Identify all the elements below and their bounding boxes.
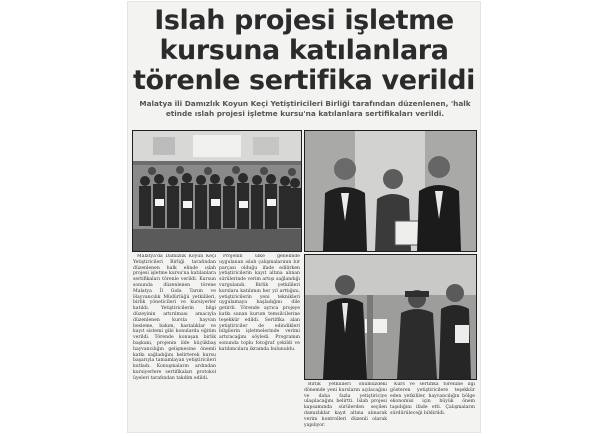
headline bbox=[130, 6, 478, 96]
headline-line-1: Islah projesi işletme bbox=[154, 5, 454, 36]
body-column-1 bbox=[133, 254, 216, 430]
body-paragraph-1: Malatya'da Damızlık Koyun Keçi Yetiştiricileri Birliği tarafından düzenlenen halk elinde ıslah projesi işletme kursu'na katılanlara sertifikaları törenle verildi. Kursun sonunda düzenlenen törene Malatya İl Gıda Tarım ve Hayvancılık Müdürlüğü yetkilileri, birlik yöneticileri ve kursiyerler katıldı. Yetiştiricilerin bilgi düzeyinin artırılması amacıyla düzenlenen kursta hayvan besleme, bakım, hastalıklar ve kayıt sistemi gibi konularda eğitim verildi. Törende konuşan birlik başkanı, projenin ilde küçükbaş hayvancılığın gelişmesine önemli katkı sağladığını belirterek kursu başarıyla tamamlayan yetiştiricileri kutladı. Konuşmaların ardından kursiyerlere sertifikaları protokol üyeleri tarafından takdim edildi. bbox=[133, 254, 216, 381]
summary-lead bbox=[134, 99, 476, 119]
body-column-2 bbox=[219, 254, 300, 430]
body-column-3 bbox=[304, 382, 387, 430]
headline-line-2: kursuna katılanlara bbox=[159, 35, 449, 66]
body-paragraph-3: Birlik yetkilileri önümüzdeki dönemde yeni kursların açılacağını ve daha fazla yetiştiriciye ulaşılacağını belirtti. Islah projesi kapsamında sürülerden seçilen damızlıklar kayıt altına alınarak verim kontrolleri düzenli olarak yapılıyor. bbox=[304, 382, 387, 428]
body-paragraph-2: Projenin ülke genelinde uygulanan ıslah çalışmalarının bir parçası olduğu ifade edilirken yetiştiricilerin kayıt altına alınan sürülerinde verim artışı sağlandığı vurgulandı. Birlik yetkilileri kurslara katılımın her yıl arttığını, yetiştiricilerin yeni teknikleri uygulamaya başladığını dile getirdi. Törende ayrıca projeye katkı sunan kurum temsilcilerine teşekkür edildi. Sertifika alan yetiştiriciler de edindikleri bilgilerin işletmelerinde verimi artıracağını söyledi. Programın sonunda toplu fotoğraf çekildi ve katılımcılara ikramda bulunuldu. bbox=[219, 254, 300, 352]
headline-line-3: törenle sertifika verildi bbox=[132, 65, 476, 96]
group-photo bbox=[132, 130, 302, 252]
body-paragraph-4: Kurs ve sertifika törenine ilgi gösteren yetiştiricilere teşekkür eden yetkililer, hayvancılığın bölge ekonomisi için büyük önem taşıdığını ifade etti. Çalışmaların sürdürüleceği bildirildi. bbox=[390, 382, 475, 416]
certificate-photo bbox=[304, 130, 477, 252]
summary-line-1: Malatya ili Damızlık Koyun Keçi Yetiştiricileri Birliği tarafından düzenlenen, 'halk bbox=[139, 99, 471, 108]
body-column-4 bbox=[390, 382, 475, 430]
handshake-photo bbox=[304, 254, 477, 380]
newspaper-clipping bbox=[128, 2, 480, 432]
summary-line-2: etinde ıslah projesi işletme kursu'na katılanlara sertifikaları verildi. bbox=[165, 109, 445, 118]
